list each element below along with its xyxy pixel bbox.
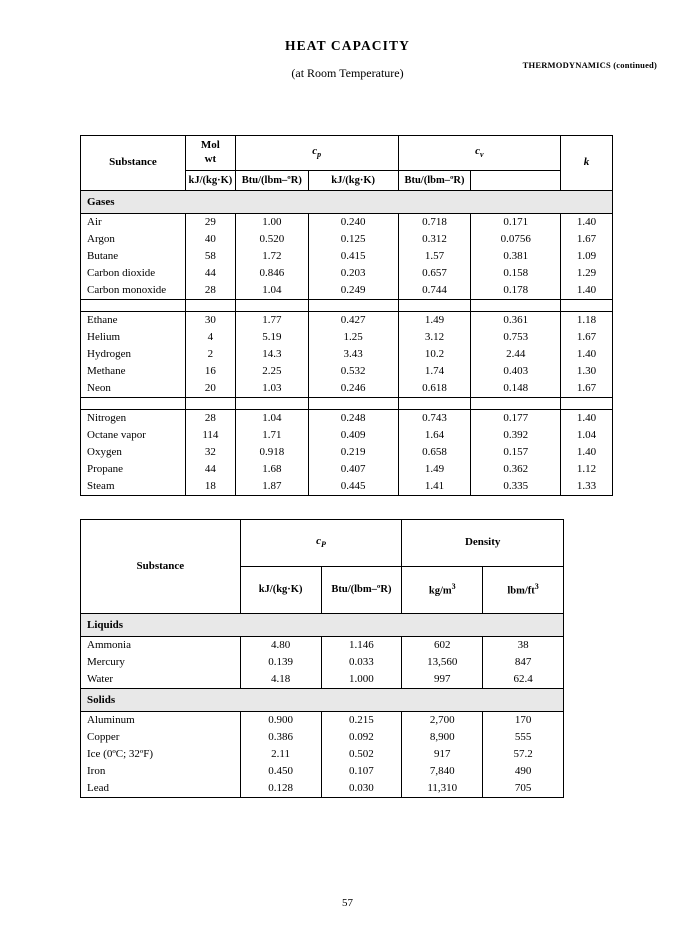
cell-value: 62.4 bbox=[483, 671, 564, 689]
table-row bbox=[81, 329, 613, 346]
heat-capacity-liquids-solids-table bbox=[80, 519, 564, 798]
col-wt-label: wt bbox=[204, 152, 217, 165]
cell-value: 0.248 bbox=[308, 409, 398, 427]
cell-substance: Steam bbox=[81, 478, 186, 496]
cv-symbol: c bbox=[475, 145, 480, 158]
cell-value: 3.43 bbox=[308, 346, 398, 363]
table-row bbox=[81, 461, 613, 478]
table-row bbox=[81, 444, 613, 461]
col-substance: Substance bbox=[81, 520, 241, 614]
page-number: 57 bbox=[342, 897, 353, 909]
col-cv-si-units: kJ/(kg·K) bbox=[308, 170, 398, 190]
heat-capacity-liquids-solids-table-container bbox=[80, 519, 564, 798]
cell-value: 1.68 bbox=[235, 461, 308, 478]
cell-value: 602 bbox=[402, 637, 483, 655]
group-header-row bbox=[81, 689, 564, 712]
cell-value: 1.40 bbox=[561, 282, 613, 300]
cell-value: 0.215 bbox=[321, 712, 402, 730]
cell-value: 0.177 bbox=[471, 409, 561, 427]
cell-value: 0.658 bbox=[398, 444, 471, 461]
row-spacer bbox=[81, 397, 613, 409]
cell-substance: Ammonia bbox=[81, 637, 241, 655]
cell-value: 847 bbox=[483, 654, 564, 671]
cell-value: 44 bbox=[185, 461, 235, 478]
cell-value: 0.335 bbox=[471, 478, 561, 496]
cp-symbol: c bbox=[312, 145, 318, 158]
cell-value: 1.25 bbox=[308, 329, 398, 346]
cell-substance: Methane bbox=[81, 363, 186, 380]
table-row bbox=[81, 213, 613, 231]
cell-value: 1.30 bbox=[561, 363, 613, 380]
cell-value: 13,560 bbox=[402, 654, 483, 671]
cell-value: 0.618 bbox=[398, 380, 471, 398]
cell-value: 0.386 bbox=[240, 729, 321, 746]
cell-value: 0.158 bbox=[471, 265, 561, 282]
cell-value: 44 bbox=[185, 265, 235, 282]
cell-value: 57.2 bbox=[483, 746, 564, 763]
table-row bbox=[81, 671, 564, 689]
cell-value: 0.092 bbox=[321, 729, 402, 746]
cell-value: 28 bbox=[185, 282, 235, 300]
cell-substance: Helium bbox=[81, 329, 186, 346]
cell-value: 0.030 bbox=[321, 780, 402, 798]
cell-value: 1.09 bbox=[561, 248, 613, 265]
table-row bbox=[81, 409, 613, 427]
table-row bbox=[81, 282, 613, 300]
cell-value: 20 bbox=[185, 380, 235, 398]
table-row bbox=[81, 231, 613, 248]
cell-substance: Oxygen bbox=[81, 444, 186, 461]
cell-substance: Neon bbox=[81, 380, 186, 398]
cv-subscript: v bbox=[479, 150, 484, 160]
cell-value: 2 bbox=[185, 346, 235, 363]
cell-value: 0.415 bbox=[308, 248, 398, 265]
group-label: Liquids bbox=[81, 614, 564, 637]
cell-value: 917 bbox=[402, 746, 483, 763]
cell-value: 997 bbox=[402, 671, 483, 689]
cell-substance: Lead bbox=[81, 780, 241, 798]
cell-value: 1.000 bbox=[321, 671, 402, 689]
cell-substance: Copper bbox=[81, 729, 241, 746]
cell-value: 0.520 bbox=[235, 231, 308, 248]
cell-substance: Carbon monoxide bbox=[81, 282, 186, 300]
col-k: k bbox=[561, 136, 613, 191]
cell-value: 0.361 bbox=[471, 311, 561, 329]
table-row bbox=[81, 746, 564, 763]
cell-value: 0.381 bbox=[471, 248, 561, 265]
cell-value: 1.29 bbox=[561, 265, 613, 282]
col-mol-wt bbox=[185, 136, 235, 171]
cell-value: 555 bbox=[483, 729, 564, 746]
cell-value: 5.19 bbox=[235, 329, 308, 346]
cell-value: 0.409 bbox=[308, 427, 398, 444]
col-substance: Substance bbox=[81, 136, 186, 191]
cell-value: 1.40 bbox=[561, 213, 613, 231]
cell-value: 1.40 bbox=[561, 409, 613, 427]
cell-value: 0.125 bbox=[308, 231, 398, 248]
col-cp-group bbox=[240, 520, 402, 567]
cell-value: 0.846 bbox=[235, 265, 308, 282]
cell-value: 0.753 bbox=[471, 329, 561, 346]
group-header-row bbox=[81, 190, 613, 213]
cell-substance: Ice (0ºC; 32ºF) bbox=[81, 746, 241, 763]
cell-value: 8,900 bbox=[402, 729, 483, 746]
cell-value: 1.18 bbox=[561, 311, 613, 329]
cell-value: 2.44 bbox=[471, 346, 561, 363]
cell-substance: Octane vapor bbox=[81, 427, 186, 444]
cell-value: 0.219 bbox=[308, 444, 398, 461]
table-header bbox=[81, 136, 613, 191]
cell-value: 0.171 bbox=[471, 213, 561, 231]
cell-value: 0.240 bbox=[308, 213, 398, 231]
table-row bbox=[81, 311, 613, 329]
col-density-group: Density bbox=[402, 520, 564, 567]
cell-value: 1.04 bbox=[561, 427, 613, 444]
cell-value: 1.41 bbox=[398, 478, 471, 496]
cell-value: 0.445 bbox=[308, 478, 398, 496]
table-row bbox=[81, 637, 564, 655]
cp-symbol: c bbox=[316, 535, 321, 548]
table-row bbox=[81, 380, 613, 398]
cell-value: 0.657 bbox=[398, 265, 471, 282]
cell-substance: Ethane bbox=[81, 311, 186, 329]
cell-value: 0.407 bbox=[308, 461, 398, 478]
cell-value: 2,700 bbox=[402, 712, 483, 730]
group-label: Gases bbox=[81, 190, 613, 213]
cell-value: 1.64 bbox=[398, 427, 471, 444]
cell-value: 1.67 bbox=[561, 231, 613, 248]
cell-substance: Air bbox=[81, 213, 186, 231]
table-row bbox=[81, 712, 564, 730]
cell-value: 0.312 bbox=[398, 231, 471, 248]
cell-substance: Carbon dioxide bbox=[81, 265, 186, 282]
cell-value: 1.49 bbox=[398, 311, 471, 329]
row-spacer bbox=[81, 299, 613, 311]
cell-value: 14.3 bbox=[235, 346, 308, 363]
cell-value: 32 bbox=[185, 444, 235, 461]
cell-value: 0.532 bbox=[308, 363, 398, 380]
cell-value: 1.71 bbox=[235, 427, 308, 444]
cell-value: 490 bbox=[483, 763, 564, 780]
cell-value: 1.57 bbox=[398, 248, 471, 265]
cell-value: 0.107 bbox=[321, 763, 402, 780]
table-header bbox=[81, 520, 564, 614]
cell-value: 0.403 bbox=[471, 363, 561, 380]
cell-value: 1.04 bbox=[235, 282, 308, 300]
table-row bbox=[81, 729, 564, 746]
table-row bbox=[81, 478, 613, 496]
cell-value: 0.392 bbox=[471, 427, 561, 444]
cell-value: 0.0756 bbox=[471, 231, 561, 248]
cell-value: 0.246 bbox=[308, 380, 398, 398]
cell-value: 3.12 bbox=[398, 329, 471, 346]
cell-value: 0.502 bbox=[321, 746, 402, 763]
col-density-si-units: $kg/m^3$ bbox=[402, 567, 483, 614]
cell-substance: Butane bbox=[81, 248, 186, 265]
col-cp-eng-units: Btu/(lbm–ºR) bbox=[235, 170, 308, 190]
col-cp-si-units: kJ/(kg·K) bbox=[240, 567, 321, 614]
cell-value: 10.2 bbox=[398, 346, 471, 363]
cell-value: 4.18 bbox=[240, 671, 321, 689]
col-density-eng-units: lbm/$ft^3$ bbox=[483, 567, 564, 614]
cell-value: 40 bbox=[185, 231, 235, 248]
col-cv-eng-units: Btu/(lbm–ºR) bbox=[398, 170, 471, 190]
group-header-row bbox=[81, 614, 564, 637]
heat-capacity-gases-table bbox=[80, 135, 613, 496]
cell-value: 0.178 bbox=[471, 282, 561, 300]
cell-value: 1.74 bbox=[398, 363, 471, 380]
cell-value: 2.11 bbox=[240, 746, 321, 763]
table-row bbox=[81, 763, 564, 780]
cell-substance: Aluminum bbox=[81, 712, 241, 730]
cell-value: 0.743 bbox=[398, 409, 471, 427]
cell-value: 0.157 bbox=[471, 444, 561, 461]
cell-value: 705 bbox=[483, 780, 564, 798]
cell-value: 0.362 bbox=[471, 461, 561, 478]
cell-value: 0.427 bbox=[308, 311, 398, 329]
cell-value: 170 bbox=[483, 712, 564, 730]
cell-value: 1.04 bbox=[235, 409, 308, 427]
cp-subscript: p bbox=[317, 150, 322, 160]
cell-value: 1.67 bbox=[561, 329, 613, 346]
cell-substance: Argon bbox=[81, 231, 186, 248]
cell-substance: Nitrogen bbox=[81, 409, 186, 427]
page-title: HEAT CAPACITY bbox=[285, 38, 410, 53]
table-row bbox=[81, 265, 613, 282]
table-row bbox=[81, 427, 613, 444]
cell-substance: Water bbox=[81, 671, 241, 689]
cell-value: 7,840 bbox=[402, 763, 483, 780]
cell-value: 1.72 bbox=[235, 248, 308, 265]
page-subtitle: (at Room Temperature) bbox=[291, 66, 404, 80]
cell-value: 4.80 bbox=[240, 637, 321, 655]
cell-value: 0.139 bbox=[240, 654, 321, 671]
heat-capacity-gases-table-container bbox=[80, 135, 613, 496]
cell-value: 0.450 bbox=[240, 763, 321, 780]
col-cp-eng-units: Btu/(lbm–ºR) bbox=[321, 567, 402, 614]
table-body bbox=[81, 190, 613, 495]
table-body bbox=[81, 614, 564, 798]
cell-value: 0.203 bbox=[308, 265, 398, 282]
cell-value: 38 bbox=[483, 637, 564, 655]
cell-value: 0.128 bbox=[240, 780, 321, 798]
cell-value: 11,310 bbox=[402, 780, 483, 798]
cell-value: 1.40 bbox=[561, 346, 613, 363]
col-cv-group bbox=[398, 136, 561, 171]
cell-value: 0.249 bbox=[308, 282, 398, 300]
cp-subscript: P bbox=[321, 540, 326, 550]
cell-substance: Propane bbox=[81, 461, 186, 478]
cell-value: 1.03 bbox=[235, 380, 308, 398]
cell-value: 18 bbox=[185, 478, 235, 496]
cell-value: 4 bbox=[185, 329, 235, 346]
cell-value: 0.744 bbox=[398, 282, 471, 300]
cell-value: 2.25 bbox=[235, 363, 308, 380]
cell-value: 114 bbox=[185, 427, 235, 444]
cell-value: 0.033 bbox=[321, 654, 402, 671]
cell-value: 1.00 bbox=[235, 213, 308, 231]
cell-value: 0.718 bbox=[398, 213, 471, 231]
cell-value: 1.146 bbox=[321, 637, 402, 655]
cell-value: 58 bbox=[185, 248, 235, 265]
table-row bbox=[81, 248, 613, 265]
table-row bbox=[81, 363, 613, 380]
col-cp-group bbox=[235, 136, 398, 171]
cell-value: 0.148 bbox=[471, 380, 561, 398]
running-header: THERMODYNAMICS (continued) bbox=[522, 60, 657, 70]
cell-value: 1.49 bbox=[398, 461, 471, 478]
group-label: Solids bbox=[81, 689, 564, 712]
cell-value: 16 bbox=[185, 363, 235, 380]
cell-value: 0.900 bbox=[240, 712, 321, 730]
col-cp-si-units: kJ/(kg·K) bbox=[185, 170, 235, 190]
cell-substance: Iron bbox=[81, 763, 241, 780]
document-page bbox=[0, 38, 695, 937]
table-row bbox=[81, 346, 613, 363]
cell-value: 1.12 bbox=[561, 461, 613, 478]
cell-value: 1.77 bbox=[235, 311, 308, 329]
cell-value: 29 bbox=[185, 213, 235, 231]
cell-substance: Hydrogen bbox=[81, 346, 186, 363]
cell-substance: Mercury bbox=[81, 654, 241, 671]
cell-value: 30 bbox=[185, 311, 235, 329]
table-row bbox=[81, 654, 564, 671]
col-mol-label: Mol bbox=[200, 139, 220, 151]
cell-value: 1.87 bbox=[235, 478, 308, 496]
cell-value: 1.33 bbox=[561, 478, 613, 496]
cell-value: 1.40 bbox=[561, 444, 613, 461]
cell-value: 1.67 bbox=[561, 380, 613, 398]
cell-value: 0.918 bbox=[235, 444, 308, 461]
cell-value: 28 bbox=[185, 409, 235, 427]
table-row bbox=[81, 780, 564, 798]
